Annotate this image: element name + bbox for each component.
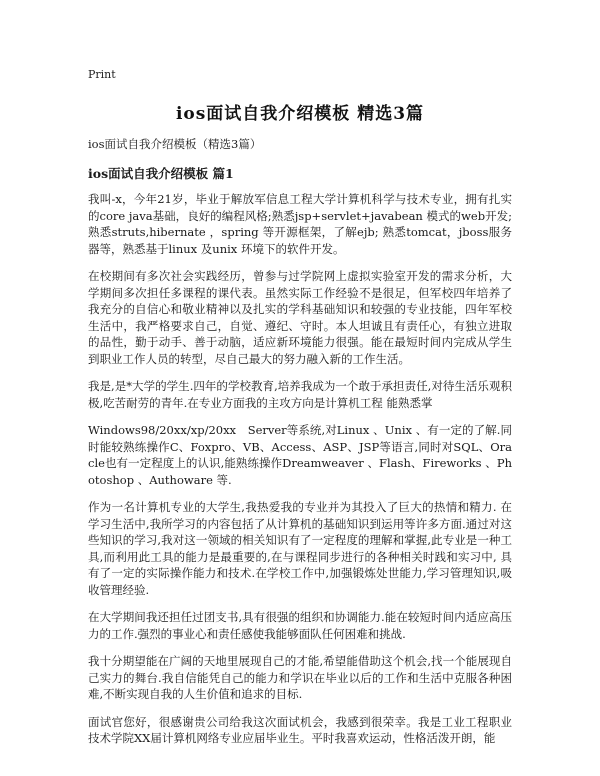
page-subtitle: ios面试自我介绍模板（精选3篇） [88, 137, 262, 151]
paragraph-8: 面试官您好，很感谢贵公司给我这次面试机会，我感到很荣幸。我是工业工程职业技术学院XX届计算机网络专业应届毕业生。平时我喜欢运动，性格活泼开朗，能 [88, 714, 512, 745]
page-title: ios面试自我介绍模板 精选3篇 [175, 104, 425, 124]
paragraph-1: 我叫-x，今年21岁，毕业于解放军信息工程大学计算机科学与技术专业，拥有扎实的core java基础，良好的编程风格;熟悉jsp+servlet+javabean 模式的web开发;熟悉struts,hibernate ，spring 等开源框架，了解ejb; 熟悉tomcat，jboss服务器等，熟悉基于linux 及unix 环境下的软件开发。 [88, 192, 512, 256]
paragraph-3: 我是,是*大学的学生.四年的学校教育,培养我成为一个敢于承担责任,对待生活乐观积极,吃苦耐劳的青年.在专业方面我的主攻方向是计算机工程 能熟悉掌 [88, 379, 512, 410]
paragraph-2: 在校期间有多次社会实践经历，曾参与过学院网上虚拟实验室开发的需求分析，大学期间多次担任多课程的课代表。虽然实际工作经验不是很足，但军校四年培养了我充分的自信心和敬业精神以及扎实的学科基础知识和较强的专业技能，四年军校生活中，我严格要求自己，自觉、遵纪、守时。本人坦诚且有责任心，有独立进取的品性，勤于动手、善于动脑，适应新环境能力很强。能在最短时间内完成从学生到职业工作人员的转型，尽自己最大的努力融入新的工作生活。 [88, 269, 512, 366]
paragraph-6: 在大学期间我还担任过团支书,具有很强的组织和协调能力.能在较短时间内适应高压力的工作.强烈的事业心和责任感使我能够面队任何困难和挑战. [88, 610, 512, 641]
paragraph-7: 我十分期望能在广阔的天地里展现自己的才能,希望能借助这个机会,找一个能展现自己实力的舞台.我自信能凭自己的能力和学识在毕业以后的工作和生活中克服各种困难,不断实现自我的人生价值和追求的目标. [88, 654, 512, 701]
print-link[interactable]: Print [88, 68, 116, 81]
paragraph-4: Windows98/20xx/xp/20xx Server等系统,对Linux 、Unix 、有一定的了解.同时能较熟练操作C、Foxpro、VB、Access、ASP、JSP等语言,同时对SQL、Oracle也有一定程度上的认识,能熟练操作Dreamweaver 、Flash、Fireworks 、Photoshop 、Authoware 等. [88, 423, 512, 487]
section-heading: ios面试自我介绍模板 篇1 [88, 166, 234, 181]
paragraph-5: 作为一名计算机专业的大学生,我热爱我的专业并为其投入了巨大的热情和精力. 在学习生活中,我所学习的内容包括了从计算机的基础知识到运用等许多方面.通过对这些知识的学习,我对这一领域的相关知识有了一定程度的理解和掌握,此专业是一种工具,而利用此工具的能力是最重要的,在与课程同步进行的各种相关时践和实习中, 具有了一定的实际操作能力和技术.在学校工作中,加强锻炼处世能力,学习管理知识,吸收管理经验. [88, 500, 512, 597]
